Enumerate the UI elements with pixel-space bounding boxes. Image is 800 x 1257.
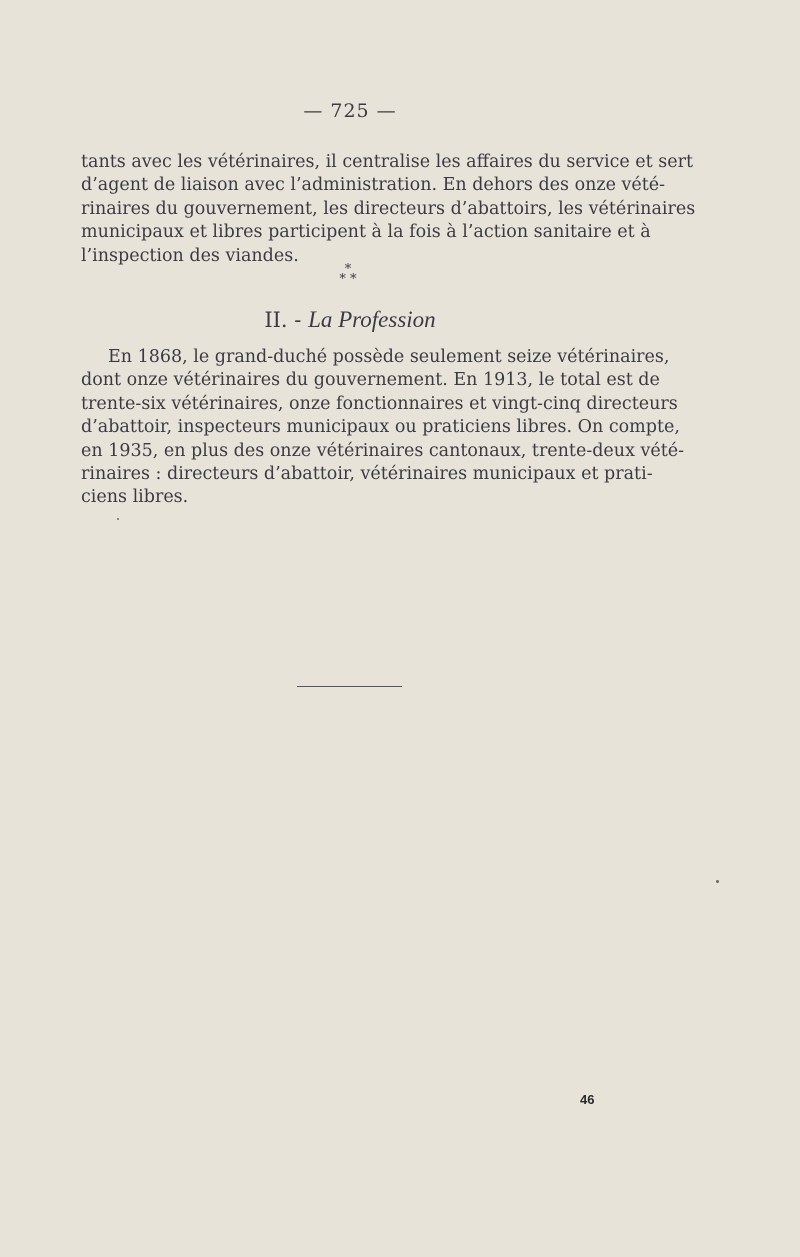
paper-speck: [716, 880, 719, 883]
page-number: — 725 —: [303, 100, 397, 122]
text-line: en 1935, en plus des onze vétérinaires cantonaux, trente-deux vété-: [81, 440, 685, 461]
paragraph-2: [81, 346, 685, 510]
section-title: La Profession: [308, 307, 436, 332]
paragraph-1: [81, 151, 696, 268]
text-line: rinaires du gouvernement, les directeurs d’abattoirs, les vétérinaires: [81, 198, 696, 219]
asterism: [328, 262, 368, 287]
folio-number: 46: [580, 1092, 595, 1107]
divider-rule: [297, 686, 402, 687]
text-line: rinaires : directeurs d’abattoir, vétérinaires municipaux et prati-: [81, 464, 653, 485]
section-heading: [0, 307, 700, 333]
text-line: trente-six vétérinaires, onze fonctionnaires et vingt-cinq directeurs: [81, 393, 678, 414]
text-line: l’inspection des viandes.: [81, 245, 299, 266]
asterism-glyph: * * *: [339, 262, 357, 287]
text-line: ciens libres.: [81, 487, 189, 508]
text-line: municipaux et libres participent à la fois à l’action sanitaire et à: [81, 222, 651, 243]
section-number: II. -: [264, 308, 302, 332]
text-line: d’agent de liaison avec l’administration. En dehors des onze vété-: [81, 175, 666, 196]
text-line: dont onze vétérinaires du gouvernement. En 1913, le total est de: [81, 370, 660, 391]
paper-speck: [117, 518, 119, 520]
text-line: d’abattoir, inspecteurs municipaux ou praticiens libres. On compte,: [81, 417, 680, 438]
text-line: tants avec les vétérinaires, il centralise les affaires du service et sert: [81, 152, 693, 172]
text-line: En 1868, le grand-duché possède seulement seize vétérinaires,: [108, 347, 670, 367]
